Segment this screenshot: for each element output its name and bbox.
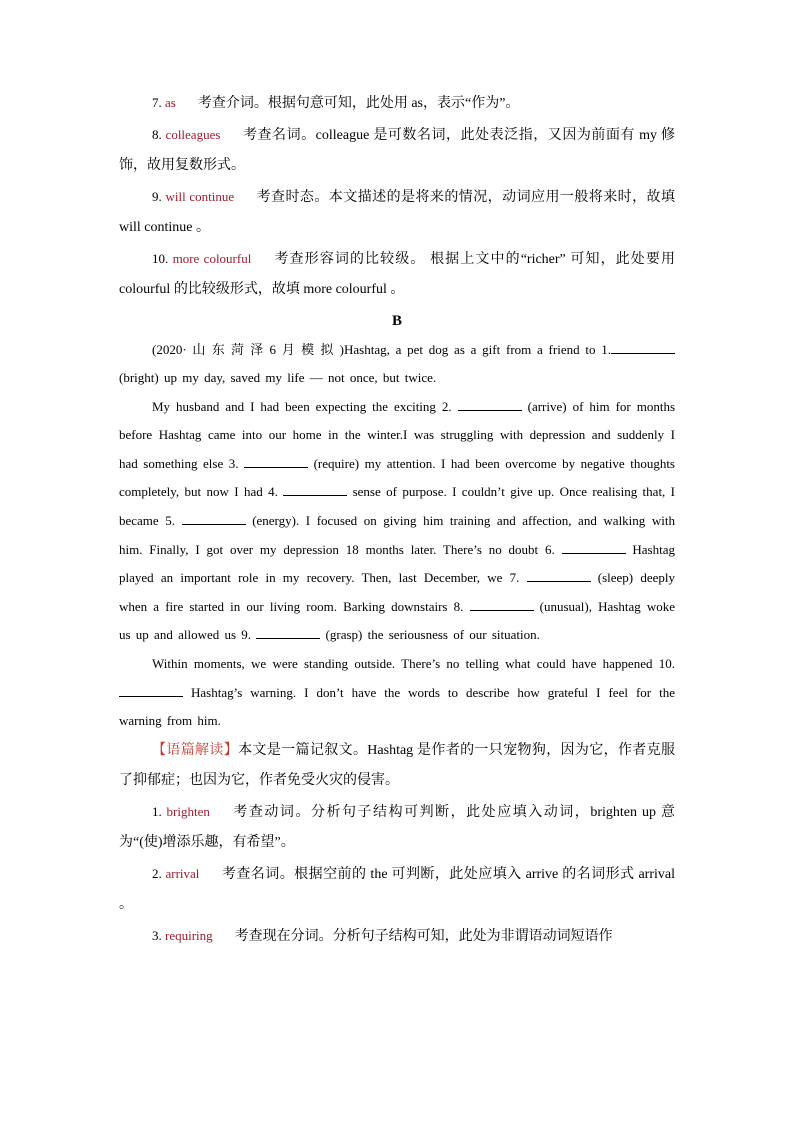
answer-a-item <box>119 120 675 182</box>
passage-text: (energy). I focused on giving him training and affection, and walking with him. Finally, I got over my depression 18 months later. There’s no doubt 6. <box>119 513 675 557</box>
passage-text: sense of purpose. I couldn’t give up. Once realising that, I became 5. <box>119 484 675 529</box>
answer-number: 2. <box>152 865 166 881</box>
answer-blank[interactable] <box>611 339 675 354</box>
answer-list-a <box>119 88 675 306</box>
answer-explanation: 考查动词。分析句子结构可判断，此处应填入动词，brighten up 意为“(使)增添乐趣，有希望”。 <box>119 804 676 851</box>
source-note: (2020· 山 东 菏 泽 6 月 模 拟 ) <box>152 341 344 357</box>
answer-blank[interactable] <box>256 624 320 639</box>
passage-text: (sleep) deeply when a fire started in our living room. Barking downstairs 8. <box>119 570 675 614</box>
answer-a-item <box>119 88 675 120</box>
passage-text: Hashtag’s warning. I don’t have the words to describe how grateful I feel for the warning from him. <box>119 684 675 729</box>
document-page <box>119 88 675 952</box>
answer-explanation: 考查时态。本文描述的是将来的情况，动词应用一般将来时，故填 will continue 。 <box>119 189 676 235</box>
answer-word: requiring <box>165 927 213 943</box>
passage-text: Hashtag played an important role in my recovery. Then, last December, we 7. <box>119 541 675 586</box>
answer-blank[interactable] <box>182 510 246 525</box>
answer-number: 10. <box>152 250 173 266</box>
analysis-text: 本文是一篇记叙文。Hashtag 是作者的一只宠物狗，因为它，作者克服了抑郁症；也因为它，作者免受火灾的侵害。 <box>119 742 676 789</box>
answer-number: 1. <box>152 803 167 819</box>
answer-b-item <box>119 859 675 921</box>
answer-explanation: 考查名词。colleague 是可数名词，此处表泛指，又因为前面有 my 修饰，故用复数形式。 <box>119 127 675 173</box>
analysis-tag: 【语篇解读】 <box>152 742 239 758</box>
answer-blank[interactable] <box>283 481 347 496</box>
answer-number: 8. <box>152 126 166 142</box>
answer-a-item <box>119 182 675 244</box>
passage-text: My husband and I had been expecting the exciting 2. <box>152 398 458 414</box>
answer-explanation: 考查介词。根据句意可知，此处用 as，表示“作为”。 <box>197 96 520 111</box>
passage <box>119 336 675 736</box>
answer-blank[interactable] <box>119 682 183 697</box>
answer-word: colleagues <box>165 126 221 142</box>
section-heading: B <box>391 312 402 329</box>
passage-text: (require) my attention. I had been overcome by negative thoughts completely, but now I had 4. <box>119 455 675 500</box>
answer-explanation: 考查现在分词。分析句子结构可知，此处为非谓语动词短语作 <box>234 928 613 944</box>
passage-paragraph <box>119 336 675 393</box>
answer-explanation: 考查形容词的比较级。 根据上文中的“richer” 可知，此处要用 colourful 的比较级形式，故填 more colourful 。 <box>119 251 675 297</box>
passage-text: (bright) up my day, saved my life — not once, but twice. <box>119 370 437 386</box>
answer-blank[interactable] <box>562 539 626 554</box>
answer-b-item <box>119 921 675 953</box>
passage-text: Within moments, we were standing outside. There’s no telling what could have happened 10. <box>152 656 675 672</box>
passage-paragraph <box>119 650 675 736</box>
passage-text: (arrive) of him for months before Hashtag came into our home in the winter.I was struggling with depression and suddenly I had something else 3. <box>119 398 675 471</box>
answer-a-item <box>119 244 675 306</box>
answer-number: 7. <box>152 95 165 110</box>
answer-number: 9. <box>152 188 166 204</box>
answer-number: 3. <box>152 927 165 943</box>
answer-word: as <box>165 95 176 110</box>
passage-paragraph <box>119 393 675 650</box>
answer-explanation: 考查名词。根据空前的 the 可判断，此处应填入 arrive 的名词形式 arrival 。 <box>119 866 676 913</box>
answer-list-b <box>119 797 675 953</box>
answer-b-item <box>119 797 675 859</box>
answer-blank[interactable] <box>458 396 522 411</box>
answer-word: will continue <box>165 188 235 204</box>
answer-word: more colourful <box>172 250 252 266</box>
answer-blank[interactable] <box>470 596 534 611</box>
answer-blank[interactable] <box>527 567 591 582</box>
answer-word: arrival <box>165 865 200 881</box>
answer-blank[interactable] <box>244 453 308 468</box>
passage-text: Hashtag, a pet dog as a gift from a friend to 1. <box>343 341 611 357</box>
answer-word: brighten <box>166 803 210 819</box>
passage-text: (grasp) the seriousness of our situation. <box>320 627 540 643</box>
analysis-paragraph <box>119 736 675 797</box>
passage-text: (unusual), Hashtag woke us up and allowed us 9. <box>119 598 675 643</box>
